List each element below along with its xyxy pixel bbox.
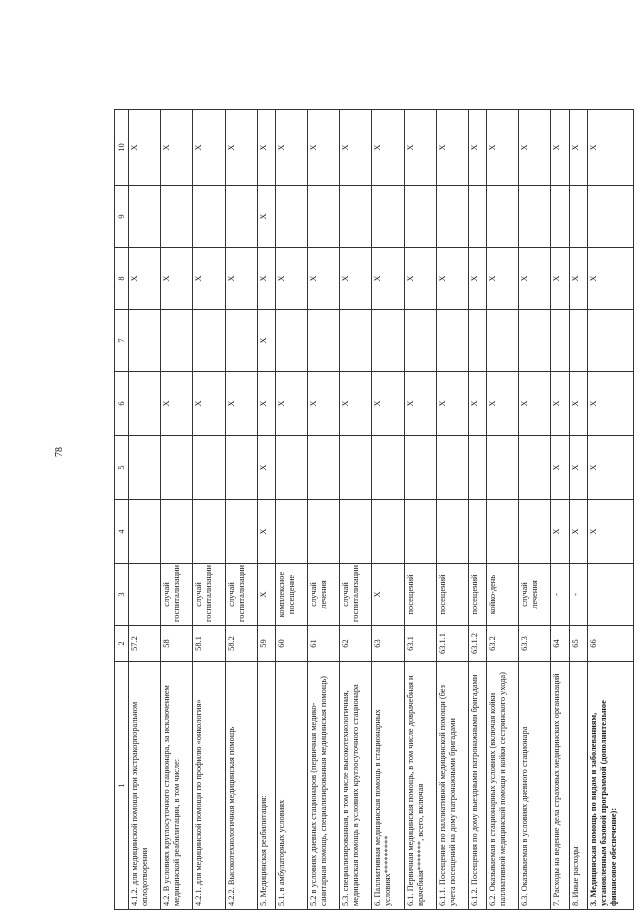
row-code-cell: 57.2 bbox=[129, 626, 161, 662]
value-cell-col5 bbox=[468, 436, 486, 500]
row-code-cell: 63.3 bbox=[519, 626, 551, 662]
table-row bbox=[308, 110, 340, 910]
value-cell-col9 bbox=[569, 186, 587, 248]
row-unit-cell: койко-день bbox=[487, 564, 519, 626]
value-cell-col5: X bbox=[569, 436, 587, 500]
value-cell-col6: X bbox=[308, 372, 340, 436]
row-unit-cell: случай лечения bbox=[308, 564, 340, 626]
value-cell-col7 bbox=[468, 310, 486, 372]
value-cell-col8: X bbox=[468, 248, 486, 310]
row-name-cell: 8. Иные расходы bbox=[569, 662, 587, 910]
value-cell-col8: X bbox=[487, 248, 519, 310]
value-cell-col8: X bbox=[275, 248, 307, 310]
table-row bbox=[436, 110, 468, 910]
value-cell-col6: X bbox=[587, 372, 633, 436]
column-header: 9 bbox=[115, 186, 129, 248]
row-code-cell: 63.2 bbox=[487, 626, 519, 662]
value-cell-col5 bbox=[340, 436, 372, 500]
value-cell-col4 bbox=[340, 500, 372, 564]
row-name-cell: 6.1.2. Посещения по дому выездными патронажными бригадами bbox=[468, 662, 486, 910]
value-cell-col6: X bbox=[468, 372, 486, 436]
row-name-cell: 6.3. Оказываемая в условиях дневного стационара bbox=[519, 662, 551, 910]
row-name-cell: 6. Паллиативная медицинская помощь в стационарных условиях********* bbox=[372, 662, 404, 910]
value-cell-col9: X bbox=[257, 186, 275, 248]
row-name-cell: 5.2 в условиях дневных стационаров (первичная медико-санитарная помощь, специализированная медицинская помощь) bbox=[308, 662, 340, 910]
value-cell-col10: X bbox=[308, 110, 340, 186]
value-cell-col4 bbox=[129, 500, 161, 564]
row-name-cell: 3. Медицинская помощь по видам и заболеваниям, установленным базовой программой (дополнительное финансовое обеспечение): bbox=[587, 662, 633, 910]
value-cell-col6: X bbox=[257, 372, 275, 436]
value-cell-col6: X bbox=[487, 372, 519, 436]
value-cell-col10: X bbox=[129, 110, 161, 186]
value-cell-col8: X bbox=[193, 248, 225, 310]
row-name-cell: 6.1. Первичная медицинская помощь, в том числе доврачебная и врачебная*******, всего, включая bbox=[404, 662, 436, 910]
table-row bbox=[193, 110, 225, 910]
row-name-cell: 4.1.2. для медицинской помощи при экстракорпоральном оплодотворении bbox=[129, 662, 161, 910]
row-unit-cell: - bbox=[551, 564, 569, 626]
value-cell-col7 bbox=[404, 310, 436, 372]
value-cell-col5: X bbox=[587, 436, 633, 500]
value-cell-col4 bbox=[161, 500, 193, 564]
table-row bbox=[487, 110, 519, 910]
row-unit-cell bbox=[129, 564, 161, 626]
table-body bbox=[129, 110, 634, 910]
row-code-cell: 58 bbox=[161, 626, 193, 662]
value-cell-col4 bbox=[519, 500, 551, 564]
row-code-cell: 63 bbox=[372, 626, 404, 662]
row-name-cell: 4.2.2. Высокотехнологичная медицинская помощь bbox=[225, 662, 257, 910]
row-unit-cell: - bbox=[569, 564, 587, 626]
column-header: 3 bbox=[115, 564, 129, 626]
row-code-cell: 58.1 bbox=[193, 626, 225, 662]
value-cell-col9 bbox=[436, 186, 468, 248]
value-cell-col10: X bbox=[257, 110, 275, 186]
value-cell-col4 bbox=[436, 500, 468, 564]
value-cell-col6: X bbox=[436, 372, 468, 436]
value-cell-col9 bbox=[308, 186, 340, 248]
row-code-cell: 59 bbox=[257, 626, 275, 662]
value-cell-col8: X bbox=[404, 248, 436, 310]
table-row bbox=[340, 110, 372, 910]
table-row bbox=[587, 110, 633, 910]
table-row bbox=[519, 110, 551, 910]
value-cell-col8: X bbox=[308, 248, 340, 310]
column-header: 10 bbox=[115, 110, 129, 186]
value-cell-col4 bbox=[193, 500, 225, 564]
row-unit-cell bbox=[587, 564, 633, 626]
value-cell-col7 bbox=[308, 310, 340, 372]
table-row bbox=[225, 110, 257, 910]
value-cell-col6 bbox=[129, 372, 161, 436]
row-unit-cell: случай госпитализации bbox=[340, 564, 372, 626]
value-cell-col6: X bbox=[340, 372, 372, 436]
row-unit-cell: случай госпитализации bbox=[193, 564, 225, 626]
value-cell-col9 bbox=[275, 186, 307, 248]
value-cell-col6: X bbox=[569, 372, 587, 436]
value-cell-col10: X bbox=[468, 110, 486, 186]
column-header: 8 bbox=[115, 248, 129, 310]
value-cell-col10: X bbox=[487, 110, 519, 186]
row-unit-cell: X bbox=[372, 564, 404, 626]
table-row bbox=[161, 110, 193, 910]
row-unit-cell: комплексное посещение bbox=[275, 564, 307, 626]
value-cell-col9 bbox=[587, 186, 633, 248]
value-cell-col10: X bbox=[519, 110, 551, 186]
column-header: 5 bbox=[115, 436, 129, 500]
value-cell-col7 bbox=[225, 310, 257, 372]
value-cell-col9 bbox=[487, 186, 519, 248]
value-cell-col5 bbox=[275, 436, 307, 500]
row-code-cell: 63.1.2 bbox=[468, 626, 486, 662]
value-cell-col8: X bbox=[372, 248, 404, 310]
row-name-cell: 5.1. в амбулаторных условиях bbox=[275, 662, 307, 910]
row-name-cell: 6.2. Оказываемая в стационарных условиях (включая койки паллиативной медицинской помощи и койки сестринского ухода) bbox=[487, 662, 519, 910]
value-cell-col8: X bbox=[587, 248, 633, 310]
value-cell-col8: X bbox=[551, 248, 569, 310]
value-cell-col5: X bbox=[257, 436, 275, 500]
row-unit-cell: посещений bbox=[404, 564, 436, 626]
value-cell-col7 bbox=[161, 310, 193, 372]
value-cell-col6: X bbox=[161, 372, 193, 436]
row-code-cell: 63.1.1 bbox=[436, 626, 468, 662]
value-cell-col8: X bbox=[519, 248, 551, 310]
value-cell-col7 bbox=[129, 310, 161, 372]
value-cell-col6: X bbox=[519, 372, 551, 436]
value-cell-col6: X bbox=[193, 372, 225, 436]
value-cell-col7: X bbox=[257, 310, 275, 372]
value-cell-col5 bbox=[519, 436, 551, 500]
value-cell-col9 bbox=[404, 186, 436, 248]
value-cell-col10: X bbox=[404, 110, 436, 186]
value-cell-col8: X bbox=[225, 248, 257, 310]
table-row bbox=[404, 110, 436, 910]
value-cell-col7 bbox=[193, 310, 225, 372]
row-name-cell: 5.3. специализированная, в том числе высокотехнологичная, медицинская помощь в условиях круглосуточного стационара bbox=[340, 662, 372, 910]
row-name-cell: 4.2.1. для медицинской помощи по профилю «онкология» bbox=[193, 662, 225, 910]
value-cell-col9 bbox=[161, 186, 193, 248]
value-cell-col9 bbox=[468, 186, 486, 248]
row-code-cell: 66 bbox=[587, 626, 633, 662]
table-header-row bbox=[115, 110, 129, 910]
value-cell-col5 bbox=[161, 436, 193, 500]
value-cell-col9 bbox=[129, 186, 161, 248]
value-cell-col7 bbox=[275, 310, 307, 372]
row-unit-cell: случай лечения bbox=[519, 564, 551, 626]
value-cell-col10: X bbox=[193, 110, 225, 186]
table-row bbox=[468, 110, 486, 910]
value-cell-col10: X bbox=[587, 110, 633, 186]
value-cell-col10: X bbox=[225, 110, 257, 186]
value-cell-col9 bbox=[340, 186, 372, 248]
value-cell-col8: X bbox=[436, 248, 468, 310]
page-number: 78 bbox=[54, 447, 65, 457]
report-table bbox=[114, 109, 634, 910]
row-unit-cell: случай госпитализации bbox=[161, 564, 193, 626]
row-code-cell: 63.1 bbox=[404, 626, 436, 662]
value-cell-col4 bbox=[308, 500, 340, 564]
row-name-cell: 7. Расходы на ведение дела страховых медицинских организаций bbox=[551, 662, 569, 910]
value-cell-col10: X bbox=[340, 110, 372, 186]
value-cell-col7 bbox=[587, 310, 633, 372]
value-cell-col4: X bbox=[551, 500, 569, 564]
value-cell-col10: X bbox=[551, 110, 569, 186]
value-cell-col5 bbox=[129, 436, 161, 500]
value-cell-col6: X bbox=[404, 372, 436, 436]
column-header: 6 bbox=[115, 372, 129, 436]
value-cell-col5 bbox=[372, 436, 404, 500]
column-header: 1 bbox=[115, 662, 129, 910]
value-cell-col8: X bbox=[340, 248, 372, 310]
value-cell-col5 bbox=[436, 436, 468, 500]
value-cell-col4: X bbox=[257, 500, 275, 564]
table-row bbox=[129, 110, 161, 910]
value-cell-col10: X bbox=[569, 110, 587, 186]
value-cell-col5: X bbox=[551, 436, 569, 500]
value-cell-col5 bbox=[193, 436, 225, 500]
column-header: 4 bbox=[115, 500, 129, 564]
value-cell-col7 bbox=[519, 310, 551, 372]
value-cell-col8: X bbox=[129, 248, 161, 310]
rotated-table-sheet bbox=[114, 110, 634, 910]
value-cell-col6: X bbox=[551, 372, 569, 436]
row-name-cell: 4.2. В условиях круглосуточного стационара, за исключением медицинской реабилитации, в том числе: bbox=[161, 662, 193, 910]
row-code-cell: 60 bbox=[275, 626, 307, 662]
value-cell-col10: X bbox=[372, 110, 404, 186]
value-cell-col8: X bbox=[257, 248, 275, 310]
value-cell-col7 bbox=[551, 310, 569, 372]
value-cell-col9 bbox=[372, 186, 404, 248]
value-cell-col7 bbox=[487, 310, 519, 372]
row-code-cell: 58.2 bbox=[225, 626, 257, 662]
row-code-cell: 62 bbox=[340, 626, 372, 662]
row-code-cell: 64 bbox=[551, 626, 569, 662]
value-cell-col4: X bbox=[587, 500, 633, 564]
value-cell-col5 bbox=[225, 436, 257, 500]
table-row bbox=[569, 110, 587, 910]
value-cell-col8: X bbox=[569, 248, 587, 310]
value-cell-col4 bbox=[372, 500, 404, 564]
value-cell-col9 bbox=[551, 186, 569, 248]
value-cell-col7 bbox=[372, 310, 404, 372]
value-cell-col4 bbox=[225, 500, 257, 564]
value-cell-col8: X bbox=[161, 248, 193, 310]
value-cell-col5 bbox=[487, 436, 519, 500]
value-cell-col6: X bbox=[225, 372, 257, 436]
row-name-cell: 5. Медицинская реабилитация: bbox=[257, 662, 275, 910]
value-cell-col7 bbox=[340, 310, 372, 372]
row-name-cell: 6.1.1. Посещение по паллиативной медицинской помощи (без учета посещений на дому патронажными бригадами bbox=[436, 662, 468, 910]
value-cell-col6: X bbox=[372, 372, 404, 436]
table-row bbox=[275, 110, 307, 910]
row-code-cell: 61 bbox=[308, 626, 340, 662]
value-cell-col10: X bbox=[436, 110, 468, 186]
table-row bbox=[257, 110, 275, 910]
value-cell-col5 bbox=[308, 436, 340, 500]
value-cell-col4: X bbox=[569, 500, 587, 564]
column-header: 7 bbox=[115, 310, 129, 372]
value-cell-col6: X bbox=[275, 372, 307, 436]
value-cell-col10: X bbox=[161, 110, 193, 186]
row-unit-cell: посещений bbox=[468, 564, 486, 626]
value-cell-col7 bbox=[436, 310, 468, 372]
value-cell-col5 bbox=[404, 436, 436, 500]
column-header: 2 bbox=[115, 626, 129, 662]
row-code-cell: 65 bbox=[569, 626, 587, 662]
value-cell-col4 bbox=[404, 500, 436, 564]
value-cell-col9 bbox=[519, 186, 551, 248]
row-unit-cell: посещений bbox=[436, 564, 468, 626]
row-unit-cell: случай госпитализации bbox=[225, 564, 257, 626]
value-cell-col10: X bbox=[275, 110, 307, 186]
table-row bbox=[372, 110, 404, 910]
value-cell-col4 bbox=[468, 500, 486, 564]
row-unit-cell: X bbox=[257, 564, 275, 626]
value-cell-col4 bbox=[487, 500, 519, 564]
value-cell-col9 bbox=[193, 186, 225, 248]
value-cell-col7 bbox=[569, 310, 587, 372]
value-cell-col9 bbox=[225, 186, 257, 248]
value-cell-col4 bbox=[275, 500, 307, 564]
table-row bbox=[551, 110, 569, 910]
